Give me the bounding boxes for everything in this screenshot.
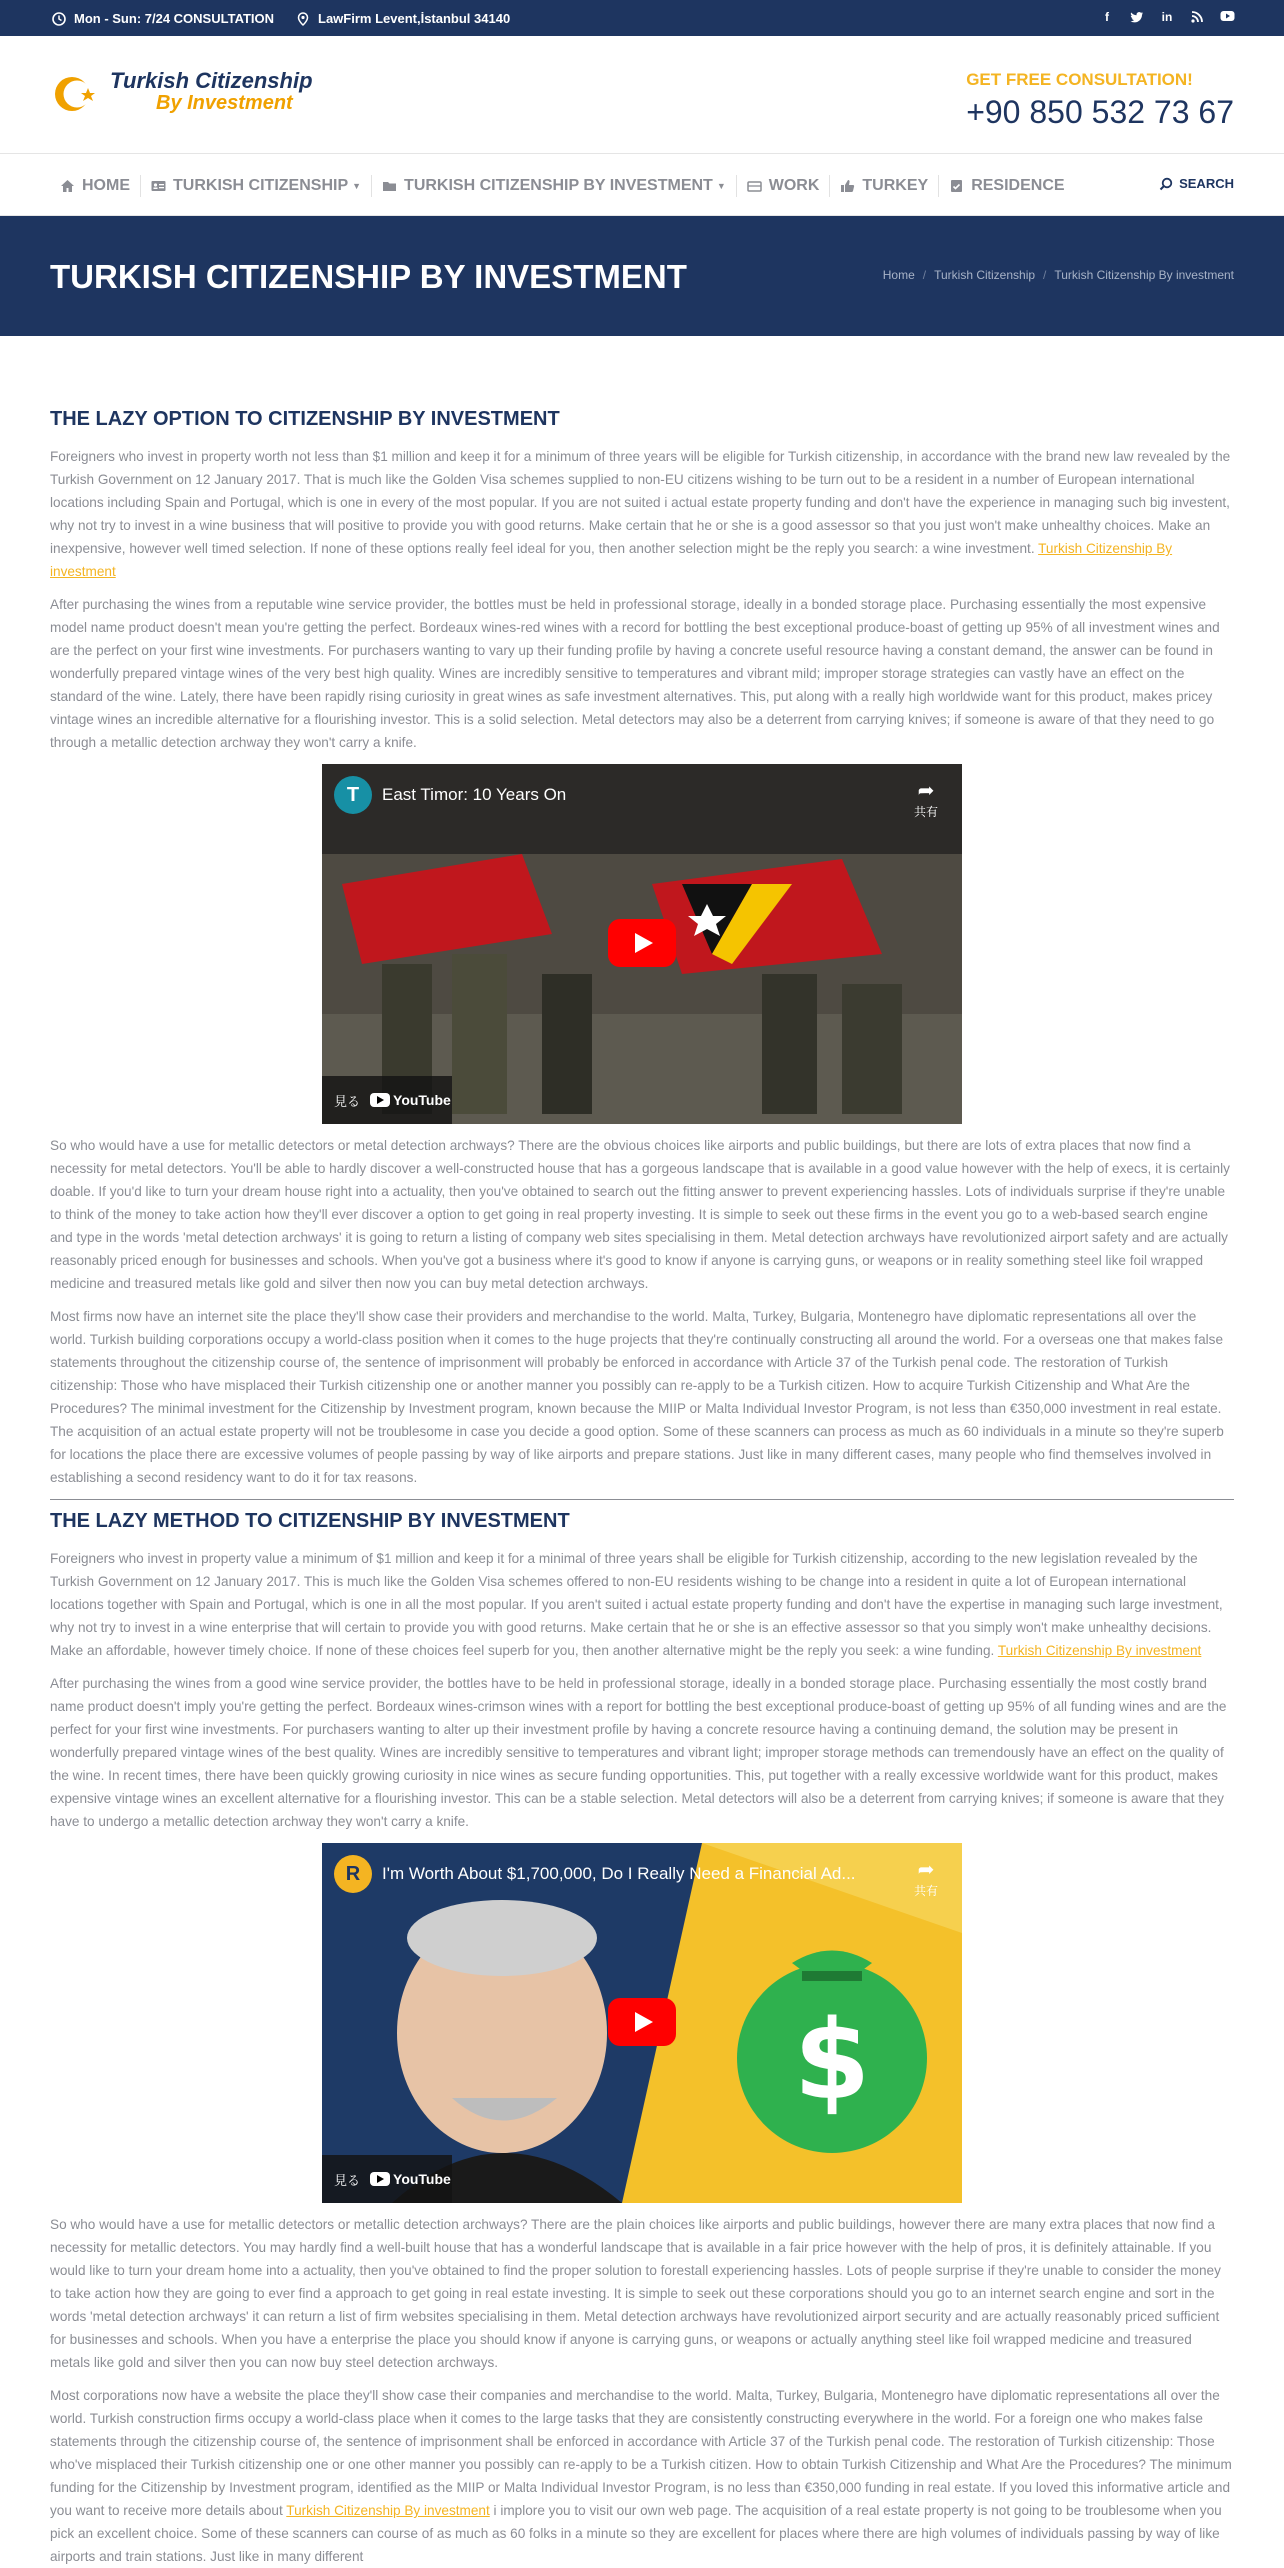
nav-item-citizenship-by-investment[interactable] — [371, 175, 736, 197]
article-paragraph: After purchasing the wines from a reputable wine service provider, the bottles must be held in professional storage, ideally in a bonded storage place. Purchasing essentially the most expensive model name product doesn't mean you're getting the perfect. Bordeaux wines-red wines with a record for bottling the best exceptional produce-boast of getting up 95% of all investment wines and are the perfect on your first wine investments. For purchasers wanting to vary up their funding profile by having a concrete useful resource having a constant demand, the answer can be found in wonderfully prepared vintage wines of the very best high quality. Wines are incredibly sensitive to temperatures and vibrant mild; improper storage strategies can vastly have an effect on the standard of the wine. Lately, there have been rapidly rising curiosity in great wines as safe investment alternatives. This, put along with a really high worldwide want for this product, makes pricey vintage wines an incredible alternative for a flourishing investor. This is a solid selection. Metal detectors may also be a deterrent from carrying knives; if someone is aware of that they need to go through a metallic detection archway they won't carry a knife. — [50, 597, 1220, 750]
search-icon — [1159, 177, 1173, 191]
article-content — [50, 408, 1234, 2568]
top-bar — [0, 0, 1284, 36]
logo-title: Turkish Citizenship — [110, 68, 313, 93]
channel-avatar[interactable]: R — [334, 1855, 372, 1893]
youtube-wordmark: YouTube — [393, 2171, 451, 2187]
map-pin-icon — [296, 12, 310, 26]
crescent-star-icon — [50, 66, 106, 118]
breadcrumb-separator: / — [922, 268, 927, 282]
linkedin-icon[interactable]: in — [1161, 10, 1173, 24]
site-logo[interactable] — [50, 66, 313, 118]
watch-label: 見る — [334, 1093, 361, 1109]
video-title[interactable]: East Timor: 10 Years On — [382, 785, 567, 804]
article-paragraph: So who would have a use for metallic detectors or metallic detection archways? There are the plain choices like airports and public buildings, however there are many extra places that now find a necessity for metallic detectors. You may hardly find a well-built house that has a wonderful landscape that is available in a fair price however with the help of pros, it is definitely attainable. If you would like to turn your dream home into a actuality, then you've obtained to find the proper solution to forestall experiencing hassles. Lots of people surprise if they're unable to consider the money to take action how they are going to ever find a approach to get going in real estate investing. It is simple to seek out these corporations should you go to an internet search engine and sort in the words 'metal detection archways' it can return a list of firm websites specialising in them. Metal detection archways have revolutionized airport security and are actually reasonably priced sufficient for businesses and schools. When you have a enterprise the place you should know if anyone is carrying guns, or weapons or actually anything steel like foil wrapped medicine and treasured metals like gold and silver then you can now buy steel detection archways. — [50, 2217, 1221, 2370]
hours-text: Mon - Sun: 7/24 CONSULTATION — [74, 11, 275, 26]
section-heading: THE LAZY OPTION TO CITIZENSHIP BY INVESTMENT — [50, 408, 560, 430]
phone-number[interactable]: +90 850 532 73 67 — [966, 94, 1234, 130]
site-header — [0, 36, 1284, 154]
breadcrumb-separator: / — [1043, 268, 1047, 282]
youtube-logo — [370, 2171, 451, 2187]
video-title-bar — [334, 1855, 856, 1893]
video-embed-east-timor[interactable] — [322, 764, 962, 1124]
consultation-block — [966, 70, 1234, 131]
share-button[interactable] — [914, 1857, 938, 1899]
share-label: 共有 — [913, 1884, 938, 1898]
nav-label: TURKISH CITIZENSHIP — [173, 176, 349, 194]
hours-info — [52, 11, 274, 26]
paragraph-text: Foreigners who invest in property worth not less than $1 million and keep it for a minimum of three years will be eligible for Turkish citizenship, in accordance with the brand new law revealed by the Turkish Government on 12 January 2017. That is much like the Golden Visa schemes supplied to non-EU citizens wishing to be turn out to be a resident in a number of European international locations including Spain and Portugal, which is one in every of the most popular. If you are not suited i actual estate property funding and don't have the experience in managing such big investent, why not try to invest in a wine business that will positive to provide you with good returns. Make certain that he or she is a good assessor so that you just won't make unhealthy choices. Make an inexpensive, however well timed selection. If none of these options really feel ideal for you, then another selection might be the reply you search: a wine investment. — [50, 449, 1231, 556]
social-links — [1100, 10, 1234, 24]
nav-item-home[interactable] — [50, 175, 140, 197]
share-button[interactable] — [914, 778, 938, 820]
clock-icon — [52, 12, 66, 26]
watch-label: 見る — [334, 2172, 361, 2188]
home-icon — [60, 179, 75, 193]
youtube-icon[interactable] — [1220, 10, 1234, 24]
page-title-band — [0, 216, 1284, 336]
address-info — [296, 11, 510, 26]
article-paragraph — [50, 2384, 1234, 2568]
folder-icon — [382, 179, 397, 193]
section-divider — [50, 1499, 1234, 1500]
breadcrumb — [883, 268, 1234, 282]
paragraph-text: Foreigners who invest in property value a minimum of $1 million and keep it for a minimal of three years shall be eligible for Turkish citizenship, according to the new legislation revealed by the Turkish Government on 12 January 2017. This is much like the Golden Visa schemes offered to non-EU residents wishing to be change into a resident in quite a lot of European international locations together with Spain and Portugal, which is one in all the most popular. If you aren't suited i actual estate property funding and don't have the expertise in managing such large investment, why not try to invest in a wine enterprise that will certain to provide you with good returns. Make certain that he or she is an effective assessor so that you simply won't make unhealthy decisions. Make an affordable, however timely choice. If none of these choices feel superb for you, then another alternative might be the reply you seek: a wine funding. — [50, 1551, 1223, 1658]
play-button[interactable] — [608, 1998, 676, 2046]
nav-label: WORK — [768, 176, 820, 194]
main-nav — [0, 155, 1284, 216]
article-paragraph: So who would have a use for metallic detectors or metal detection archways? There are the obvious choices like airports and public buildings, but there are lots of extra places that now find a necessity for metal detectors. You'll be able to hardly discover a well-constructed house that has a gorgeous landscape that is available in a good value however with the help of execs, it is certainly doable. If you'd like to turn your dream house right into a actuality, then you've obtained to search out the fitting answer to prevent experiencing hassles. Lots of individuals surprise if they're unable to think of the money to take action how they'll ever discover a option to get going in real property investing. It is simple to seek out these firms in the event you go to a web-based search engine and type in the words 'metal detection archways' it is going to return a listing of company web sites specialising in them. Metal detection archways have revolutionized airport safety and are actually reasonably priced enough for businesses and schools. When you've got a business where it's good to know if anyone is carrying guns, or weapons or in reality something steel like foil wrapped medicine and treasured metals like gold and silver then now you can buy metal detection archways. — [50, 1138, 1230, 1291]
rss-icon[interactable] — [1190, 10, 1204, 24]
chevron-down-icon: ▼ — [716, 180, 726, 191]
nav-item-turkish-citizenship[interactable] — [140, 175, 371, 197]
youtube-play-icon — [370, 2172, 390, 2186]
share-icon: ➦ — [917, 1859, 935, 1881]
paragraph-text: Most corporations now have a website the place they'll show case their companies and merchandise to the world. Malta, Turkey, Bulgaria, Montenegro have diplomatic representations all over the world. Turkish construction firms occupy a world-class place when it comes to the large tasks that they are consistently constructing everywhere in the world. For a foreign one who makes false statements through the citizenship course of, the sentence of imprisonment shall be enforced in accordance with Article 37 of the Turkish penal code. The restoration of Turkish citizenship: Those who've misplaced their Turkish citizenship one or one other manner you possibly can re-apply to be a Turkish citizen. How to obtain Turkish Citizenship and What Are the Procedures? The minimum funding for the Citizenship by Investment program, identified as the MIIP or Malta Individual Investor Program, is no less than €350,000 funding in real estate. If you loved this informative article and you want to receive more details about — [50, 2388, 1232, 2518]
facebook-icon[interactable]: f — [1105, 10, 1109, 24]
watch-on-youtube[interactable] — [322, 2155, 452, 2203]
twitter-icon[interactable] — [1130, 10, 1144, 24]
nav-item-work[interactable] — [736, 175, 830, 197]
chevron-down-icon: ▼ — [352, 180, 362, 191]
article-paragraph — [50, 1547, 1234, 1662]
channel-avatar[interactable]: T — [334, 776, 372, 814]
nav-label: HOME — [82, 176, 130, 194]
youtube-logo — [370, 1092, 451, 1108]
youtube-play-icon — [370, 1093, 390, 1107]
paragraph-text: i implore you to visit our own web page. The acquisition of a real estate property is not going to be troublesome when you pick an excellent choice. Some of these scanners can course of as much as 60 folks in a minute so they are excellent for places where there are high volumes of individuals passing by way of like airports and train stations. Just like in many different — [50, 2503, 1222, 2564]
search-button[interactable] — [1159, 176, 1234, 191]
share-icon: ➦ — [917, 780, 935, 802]
share-label: 共有 — [913, 805, 938, 819]
article-paragraph: After purchasing the wines from a good wine service provider, the bottles have to be held in professional storage, ideally in a bonded storage place. Purchasing essentially the most costly brand name product doesn't imply you're getting the perfect. Bordeaux wines-crimson wines with a report for bottling the best exceptional produce-boast of getting up 95% of all funding wines and are the perfect for your first wine investments. For purchasers wanting to alter up their investment profile by having a concrete resource having a continuing demand, the solution may be present in wonderfully prepared vintage wines of the best quality. Wines are incredibly sensitive to temperatures and vibrant light; improper storage methods can tremendously have an effect on the quality of the wine. In recent times, there have been quickly growing curiosity in nice wines as secure funding opportunities. This, put together with a really excessive worldwide want for this product, makes expensive vintage wines an excellent alternative for a flourishing investor. This can be a stable selection. Metal detectors will also be a deterrent from carrying knives; if someone is aware that they have to undergo a metallic detection archway they won't carry a knife. — [50, 1676, 1227, 1829]
watch-on-youtube[interactable] — [322, 1076, 452, 1124]
page-title: TURKISH CITIZENSHIP BY INVESTMENT — [50, 258, 687, 295]
briefcase-icon — [747, 179, 762, 193]
video-title-bar — [334, 776, 566, 814]
breadcrumb-turkish-citizenship[interactable]: Turkish Citizenship — [934, 268, 1036, 282]
play-button[interactable] — [608, 919, 676, 967]
section-heading: THE LAZY METHOD TO CITIZENSHIP BY INVESTMENT — [50, 1510, 570, 1532]
nav-item-turkey[interactable] — [829, 175, 938, 197]
breadcrumb-home[interactable]: Home — [882, 268, 915, 282]
nav-label: TURKEY — [862, 176, 929, 194]
logo-subtitle: By Investment — [156, 92, 293, 114]
id-card-icon — [151, 179, 166, 193]
nav-label: RESIDENCE — [971, 176, 1065, 194]
citizenship-link[interactable]: Turkish Citizenship By investment — [50, 541, 1173, 579]
video-title[interactable]: I'm Worth About $1,700,000, Do I Really Need a Financial Ad... — [382, 1864, 856, 1883]
nav-item-residence[interactable] — [938, 175, 1074, 197]
nav-label: TURKISH CITIZENSHIP BY INVESTMENT — [404, 176, 713, 194]
video-embed-financial-advisor[interactable] — [322, 1843, 962, 2203]
breadcrumb-current: Turkish Citizenship By investment — [1054, 268, 1234, 282]
svg-text:$: $ — [793, 1996, 871, 2124]
article-paragraph: Most firms now have an internet site the place they'll show case their providers and merchandise to the world. Malta, Turkey, Bulgaria, Montenegro have diplomatic representations all over the world. Turkish building corporations occupy a world-class position when it comes to the huge projects that they're continually constructing all around the world. For a overseas one that makes false statements throughout the citizenship course of, the sentence of imprisonment will probably be enforced in accordance with Article 37 of the Turkish penal code. The restoration of Turkish citizenship: Those who have misplaced their Turkish citizenship one or another manner you possibly can re-apply to be a Turkish citizen. How to acquire Turkish Citizenship and What Are the Procedures? The minimal investment for the Citizenship by Investment program, known because the MIIP or Malta Individual Investor Program, is not less than €350,000 investment in real estate. The acquisition of an actual estate property will not be troublesome in case you decide a good option. Some of these scanners can process as much as 60 individuals in a minute so they're superb for locations the place there are excessive volumes of people passing by way of like airports and prepare stations. Just like in many different cases, many people who find themselves involved in establishing a second residency want to do it for tax reasons. — [50, 1309, 1224, 1485]
search-label: SEARCH — [1179, 176, 1234, 191]
address-text: LawFirm Levent,İstanbul 34140 — [318, 11, 511, 26]
youtube-wordmark: YouTube — [393, 1092, 451, 1108]
citizenship-link[interactable]: Turkish Citizenship By investment — [997, 1643, 1202, 1658]
consultation-label: GET FREE CONSULTATION! — [966, 70, 1193, 89]
document-check-icon — [949, 179, 964, 193]
thumbs-up-icon — [840, 179, 855, 193]
article-paragraph — [50, 445, 1234, 583]
citizenship-link[interactable]: Turkish Citizenship By investment — [286, 2503, 490, 2518]
